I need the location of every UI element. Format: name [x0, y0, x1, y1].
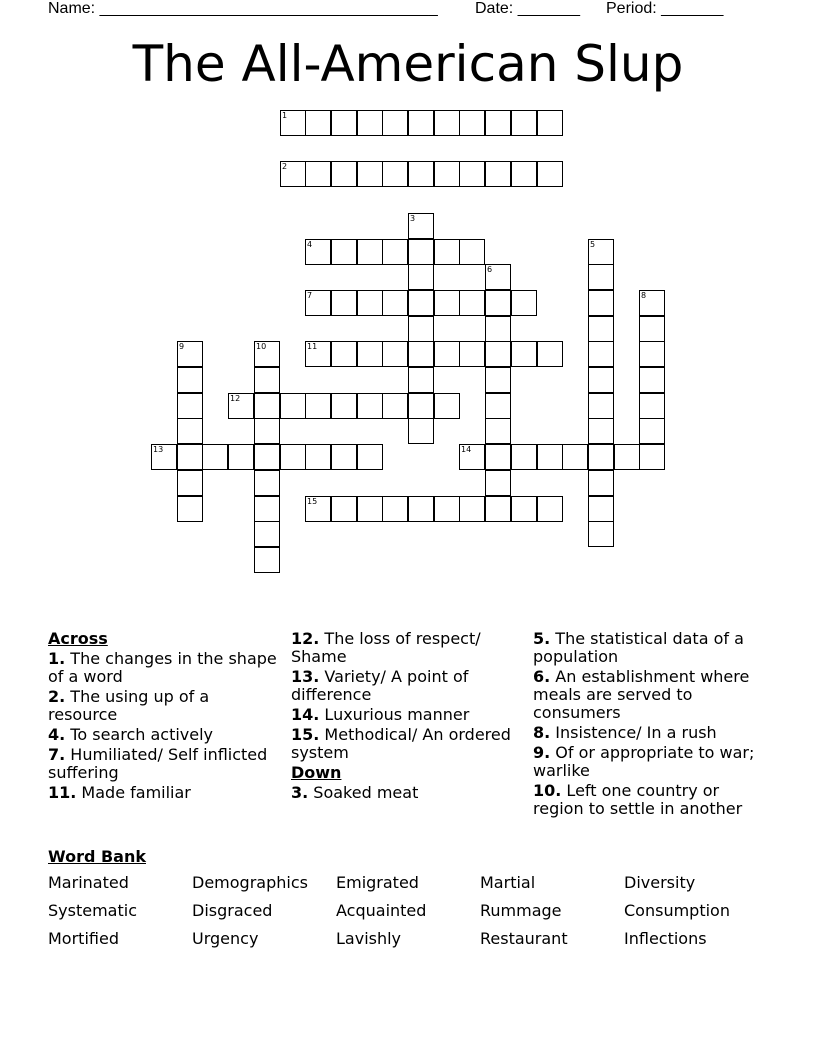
- crossword-cell[interactable]: [331, 161, 357, 187]
- clue-number: 2: [282, 162, 288, 171]
- clue-down-6: 6. An establishment where meals are served to consumers: [533, 667, 750, 722]
- word-bank-item: Inflections: [624, 929, 707, 948]
- crossword-cell[interactable]: [331, 290, 357, 316]
- crossword-cell[interactable]: [254, 470, 280, 496]
- clue-number: 7: [307, 291, 313, 300]
- period-field-label[interactable]: Period: _______: [606, 0, 724, 17]
- crossword-cell[interactable]: [382, 290, 408, 316]
- crossword-cell[interactable]: [639, 367, 665, 393]
- date-field-label[interactable]: Date: _______: [475, 0, 580, 17]
- clue-across-1: 1. The changes in the shape of a word: [48, 649, 277, 686]
- clue-across-14: 14. Luxurious manner: [291, 705, 470, 724]
- crossword-cell[interactable]: [382, 341, 408, 367]
- crossword-cell[interactable]: [408, 290, 434, 316]
- crossword-cell[interactable]: [357, 496, 383, 522]
- crossword-cell[interactable]: [305, 110, 331, 136]
- crossword-cell[interactable]: [408, 341, 434, 367]
- crossword-cell[interactable]: [434, 161, 460, 187]
- word-bank-item: Urgency: [192, 929, 259, 948]
- crossword-cell[interactable]: [434, 341, 460, 367]
- crossword-cell[interactable]: [177, 444, 203, 470]
- clue-number: 12: [230, 394, 241, 403]
- crossword-cell[interactable]: [254, 444, 280, 470]
- crossword-cell[interactable]: [588, 341, 614, 367]
- crossword-cell[interactable]: [639, 444, 665, 470]
- clue-down-3: 3. Soaked meat: [291, 783, 419, 802]
- clue-across-7: 7. Humiliated/ Self inflicted suffering: [48, 745, 268, 782]
- word-bank-item: Acquainted: [336, 901, 427, 920]
- crossword-cell[interactable]: [588, 418, 614, 444]
- crossword-cell[interactable]: [485, 418, 511, 444]
- word-bank-item: Diversity: [624, 873, 696, 892]
- crossword-cell[interactable]: [305, 444, 331, 470]
- crossword-cell[interactable]: [280, 110, 306, 136]
- crossword-cell[interactable]: [434, 496, 460, 522]
- crossword-cell[interactable]: [305, 393, 331, 419]
- crossword-cell[interactable]: [177, 418, 203, 444]
- crossword-cell[interactable]: [459, 161, 485, 187]
- crossword-cell[interactable]: [459, 239, 485, 265]
- crossword-cell[interactable]: [588, 239, 614, 265]
- crossword-cell[interactable]: [562, 444, 588, 470]
- clue-down-8: 8. Insistence/ In a rush: [533, 723, 717, 742]
- crossword-cell[interactable]: [459, 110, 485, 136]
- clue-number: 13: [153, 445, 164, 454]
- crossword-cell[interactable]: [485, 496, 511, 522]
- crossword-cell[interactable]: [459, 496, 485, 522]
- crossword-cell[interactable]: [537, 110, 563, 136]
- crossword-cell[interactable]: [614, 444, 640, 470]
- clues-column-3: [533, 630, 773, 820]
- crossword-cell[interactable]: [357, 161, 383, 187]
- name-field-label[interactable]: Name: ______________________________________: [48, 0, 438, 17]
- crossword-cell[interactable]: [254, 393, 280, 419]
- crossword-cell[interactable]: [331, 496, 357, 522]
- crossword-cell[interactable]: [408, 161, 434, 187]
- clue-across-11: 11. Made familiar: [48, 783, 191, 802]
- crossword-cell[interactable]: [459, 290, 485, 316]
- crossword-cell[interactable]: [434, 110, 460, 136]
- clue-number: 4: [307, 240, 313, 249]
- crossword-cell[interactable]: [280, 393, 306, 419]
- crossword-cell[interactable]: [254, 521, 280, 547]
- crossword-cell[interactable]: [511, 161, 537, 187]
- word-bank-item: Consumption: [624, 901, 730, 920]
- crossword-cell[interactable]: [382, 161, 408, 187]
- clue-number: 10: [256, 342, 267, 351]
- word-bank: [48, 873, 778, 949]
- crossword-cell[interactable]: [280, 161, 306, 187]
- crossword-cell[interactable]: [408, 264, 434, 290]
- clue-number: 14: [461, 445, 472, 454]
- across-heading: Across: [48, 629, 108, 648]
- crossword-cell[interactable]: [408, 393, 434, 419]
- crossword-cell[interactable]: [537, 341, 563, 367]
- word-bank-item: Emigrated: [336, 873, 419, 892]
- crossword-cell[interactable]: [485, 264, 511, 290]
- clue-number: 5: [590, 240, 596, 249]
- crossword-cell[interactable]: [588, 393, 614, 419]
- clue-number: 15: [307, 497, 318, 506]
- word-bank-item: Restaurant: [480, 929, 568, 948]
- crossword-cell[interactable]: [588, 264, 614, 290]
- crossword-cell[interactable]: [434, 239, 460, 265]
- word-bank-item: Marinated: [48, 873, 129, 892]
- word-bank-item: Systematic: [48, 901, 137, 920]
- crossword-cell[interactable]: [357, 110, 383, 136]
- crossword-cell[interactable]: [177, 496, 203, 522]
- crossword-cell[interactable]: [485, 290, 511, 316]
- clue-across-12: 12. The loss of respect/ Shame: [291, 629, 481, 666]
- crossword-cell[interactable]: [588, 496, 614, 522]
- crossword-cell[interactable]: [382, 239, 408, 265]
- crossword-cell[interactable]: [639, 393, 665, 419]
- crossword-cell[interactable]: [331, 393, 357, 419]
- crossword-cell[interactable]: [177, 341, 203, 367]
- page-title: The All-American Slup: [132, 35, 684, 93]
- clue-across-2: 2. The using up of a resource: [48, 687, 210, 724]
- crossword-cell[interactable]: [331, 110, 357, 136]
- word-bank-item: Demographics: [192, 873, 308, 892]
- word-bank-item: Mortified: [48, 929, 119, 948]
- word-bank-item: Lavishly: [336, 929, 402, 948]
- crossword-cell[interactable]: [588, 470, 614, 496]
- crossword-cell[interactable]: [305, 496, 331, 522]
- crossword-cell[interactable]: [357, 341, 383, 367]
- crossword-cell[interactable]: [588, 290, 614, 316]
- crossword-cell[interactable]: [485, 341, 511, 367]
- crossword-cell[interactable]: [588, 316, 614, 342]
- clue-across-4: 4. To search actively: [48, 725, 214, 744]
- clue-down-5: 5. The statistical data of a population: [533, 629, 744, 666]
- crossword-cell[interactable]: [408, 496, 434, 522]
- crossword-cell[interactable]: [280, 444, 306, 470]
- crossword-cell[interactable]: [537, 496, 563, 522]
- crossword-cell[interactable]: [357, 290, 383, 316]
- crossword-cell[interactable]: [408, 213, 434, 239]
- crossword-cell[interactable]: [485, 393, 511, 419]
- clue-number: 11: [307, 342, 318, 351]
- crossword-cell[interactable]: [588, 367, 614, 393]
- word-bank-item: Martial: [480, 873, 536, 892]
- crossword-cell[interactable]: [639, 316, 665, 342]
- clues-column-1: [48, 630, 278, 804]
- clue-number: 6: [487, 265, 493, 274]
- crossword-cell[interactable]: [408, 367, 434, 393]
- clue-down-10: 10. Left one country or region to settle in another: [533, 781, 743, 818]
- word-bank-title: Word Bank: [48, 847, 147, 866]
- crossword-cell[interactable]: [177, 393, 203, 419]
- crossword-cell[interactable]: [228, 393, 254, 419]
- crossword-cell[interactable]: [408, 110, 434, 136]
- crossword-cell[interactable]: [382, 110, 408, 136]
- down-heading: Down: [291, 763, 342, 782]
- crossword-cell[interactable]: [511, 290, 537, 316]
- crossword-cell[interactable]: [537, 444, 563, 470]
- crossword-cell[interactable]: [485, 367, 511, 393]
- crossword-cell[interactable]: [408, 316, 434, 342]
- crossword-cell[interactable]: [254, 341, 280, 367]
- crossword-cell[interactable]: [202, 444, 228, 470]
- crossword-cell[interactable]: [305, 161, 331, 187]
- crossword-cell[interactable]: [305, 239, 331, 265]
- crossword-cell[interactable]: [639, 418, 665, 444]
- crossword-cell[interactable]: [151, 444, 177, 470]
- crossword-cell[interactable]: [459, 341, 485, 367]
- clue-number: 9: [179, 342, 185, 351]
- crossword-cell[interactable]: [511, 110, 537, 136]
- crossword-cell[interactable]: [485, 316, 511, 342]
- crossword-cell[interactable]: [357, 239, 383, 265]
- crossword-cell[interactable]: [639, 341, 665, 367]
- crossword-cell[interactable]: [588, 521, 614, 547]
- clue-across-15: 15. Methodical/ An ordered system: [291, 725, 511, 762]
- crossword-cell[interactable]: [485, 110, 511, 136]
- clue-down-9: 9. Of or appropriate to war; warlike: [533, 743, 755, 780]
- crossword-cell[interactable]: [588, 444, 614, 470]
- crossword-cell[interactable]: [408, 418, 434, 444]
- crossword-cell[interactable]: [485, 444, 511, 470]
- crossword-cell[interactable]: [177, 470, 203, 496]
- crossword-cell[interactable]: [305, 341, 331, 367]
- crossword-cell[interactable]: [639, 290, 665, 316]
- crossword-cell[interactable]: [485, 161, 511, 187]
- crossword-cell[interactable]: [331, 239, 357, 265]
- crossword-cell[interactable]: [382, 496, 408, 522]
- clue-across-13: 13. Variety/ A point of difference: [291, 667, 469, 704]
- word-bank-item: Disgraced: [192, 901, 273, 920]
- crossword-cell[interactable]: [254, 418, 280, 444]
- crossword-cell[interactable]: [511, 496, 537, 522]
- clues-column-2: [291, 630, 521, 804]
- crossword-cell[interactable]: [305, 290, 331, 316]
- crossword-cell[interactable]: [331, 341, 357, 367]
- crossword-cell[interactable]: [254, 496, 280, 522]
- clue-number: 3: [410, 214, 416, 223]
- crossword-cell[interactable]: [254, 547, 280, 573]
- crossword-cell[interactable]: [485, 470, 511, 496]
- word-bank-item: Rummage: [480, 901, 562, 920]
- crossword-cell[interactable]: [357, 393, 383, 419]
- crossword-cell[interactable]: [177, 367, 203, 393]
- crossword-cell[interactable]: [511, 341, 537, 367]
- crossword-cell[interactable]: [511, 444, 537, 470]
- crossword-cell[interactable]: [434, 393, 460, 419]
- crossword-cell[interactable]: [357, 444, 383, 470]
- crossword-cell[interactable]: [459, 444, 485, 470]
- clue-number: 8: [641, 291, 647, 300]
- crossword-cell[interactable]: [434, 290, 460, 316]
- crossword-cell[interactable]: [537, 161, 563, 187]
- crossword-cell[interactable]: [228, 444, 254, 470]
- crossword-cell[interactable]: [408, 239, 434, 265]
- crossword-cell[interactable]: [331, 444, 357, 470]
- crossword-cell[interactable]: [254, 367, 280, 393]
- clue-number: 1: [282, 111, 288, 120]
- crossword-cell[interactable]: [382, 393, 408, 419]
